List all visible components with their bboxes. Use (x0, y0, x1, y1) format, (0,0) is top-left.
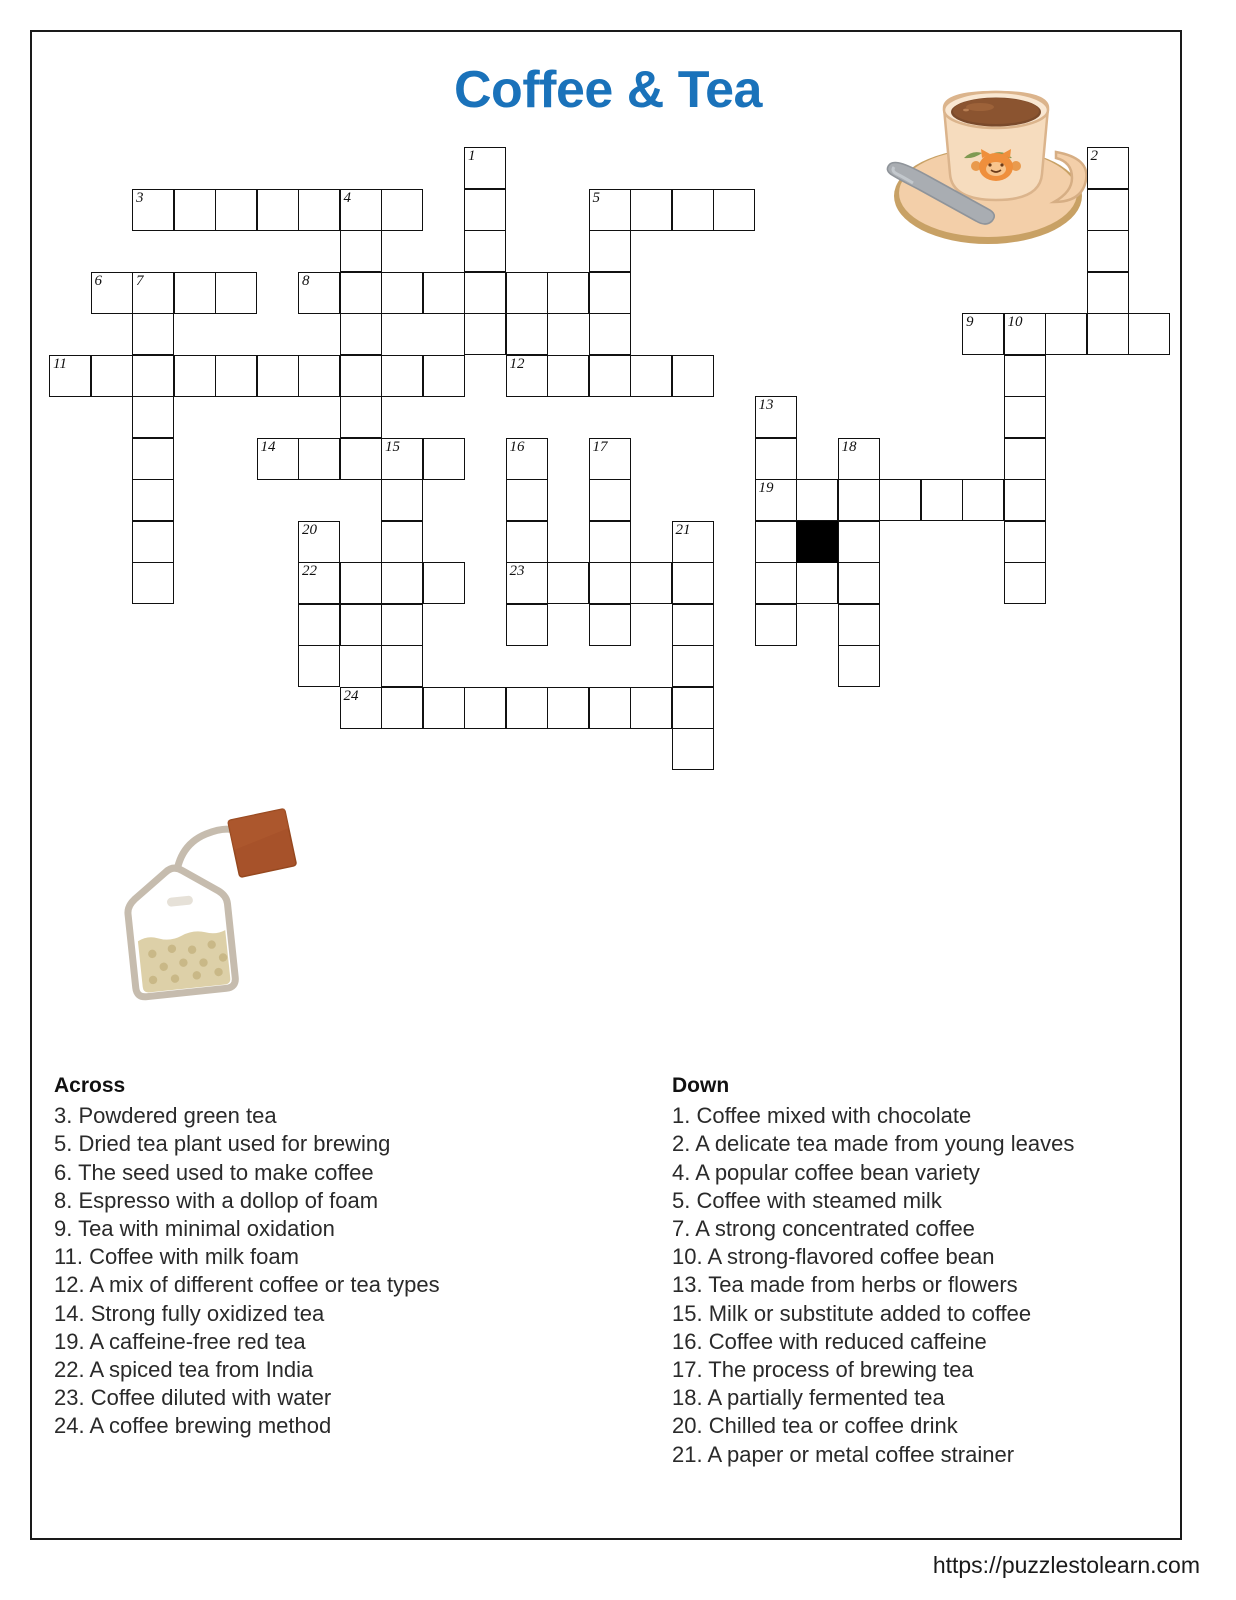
grid-cell[interactable] (381, 479, 423, 521)
down-clue-item: 17. The process of brewing tea (672, 1357, 974, 1383)
grid-cell-23[interactable] (506, 562, 548, 604)
grid-cell[interactable] (838, 521, 880, 563)
across-clue-item: 5. Dried tea plant used for brewing (54, 1131, 391, 1157)
grid-cell[interactable] (423, 687, 465, 729)
grid-cell-2[interactable] (1087, 147, 1129, 189)
down-clue-item: 5. Coffee with steamed milk (672, 1187, 942, 1213)
grid-cell[interactable] (174, 189, 216, 231)
cell-number-9: 9 (966, 314, 974, 330)
tea-bag-illustration (84, 784, 304, 1014)
across-clue-item: 8. Espresso with a dollop of foam (54, 1187, 379, 1213)
grid-cell-6[interactable] (91, 272, 133, 314)
cell-number-11: 11 (53, 355, 67, 372)
across-clue-item: 23. Coffee diluted with water (54, 1385, 332, 1411)
down-clue-item: 21. A paper or metal coffee strainer (672, 1441, 1015, 1467)
across-clue-item: 14. Strong fully oxidized tea (54, 1300, 325, 1326)
grid-cell[interactable] (755, 521, 797, 563)
grid-cell[interactable] (423, 562, 465, 604)
grid-cell[interactable] (340, 355, 382, 397)
grid-cell[interactable] (1087, 230, 1129, 272)
cell-number-4: 4 (343, 189, 351, 206)
grid-cell[interactable] (340, 272, 382, 314)
across-clue-item: 9. Tea with minimal oxidation (54, 1216, 335, 1242)
cell-number-21: 21 (675, 521, 691, 538)
grid-cell[interactable] (506, 604, 548, 646)
grid-cell-12[interactable] (506, 355, 548, 397)
cell-number-24: 24 (343, 687, 359, 704)
grid-cell[interactable] (381, 562, 423, 604)
down-heading: Down (672, 1074, 730, 1097)
grid-cell[interactable] (630, 562, 672, 604)
grid-cell[interactable] (174, 355, 216, 397)
grid-cell[interactable] (464, 687, 506, 729)
grid-cell-17[interactable] (589, 438, 631, 480)
grid-cell[interactable] (381, 189, 423, 231)
grid-cell[interactable] (381, 272, 423, 314)
grid-cell[interactable] (755, 604, 797, 646)
down-clue-item: 2. A delicate tea made from young leaves (672, 1131, 1075, 1157)
grid-cell[interactable] (298, 189, 340, 231)
down-clue-list (672, 1102, 1172, 1469)
grid-cell[interactable] (547, 687, 589, 729)
grid-cell[interactable] (506, 272, 548, 314)
cell-number-5: 5 (592, 189, 600, 206)
grid-cell[interactable] (1128, 313, 1170, 355)
grid-cell[interactable] (298, 355, 340, 397)
grid-cell[interactable] (589, 313, 631, 355)
grid-cell[interactable] (838, 562, 880, 604)
grid-cell[interactable] (464, 313, 506, 355)
grid-cell[interactable] (921, 479, 963, 521)
down-clue-item: 16. Coffee with reduced caffeine (672, 1328, 987, 1354)
grid-cell[interactable] (796, 562, 838, 604)
grid-cell[interactable] (879, 479, 921, 521)
cell-number-14: 14 (260, 438, 276, 455)
across-clue-item: 12. A mix of different coffee or tea types (54, 1272, 440, 1298)
crossword-grid[interactable] (49, 147, 1179, 787)
grid-cell[interactable] (1087, 272, 1129, 314)
grid-cell[interactable] (381, 521, 423, 563)
cell-number-16: 16 (509, 438, 525, 455)
grid-cell[interactable] (589, 604, 631, 646)
grid-cell[interactable] (1004, 521, 1046, 563)
grid-cell[interactable] (672, 687, 714, 729)
across-clues (54, 1072, 654, 1441)
grid-cell[interactable] (1004, 479, 1046, 521)
grid-cell[interactable] (132, 355, 174, 397)
grid-cell[interactable] (340, 604, 382, 646)
grid-cell[interactable] (381, 355, 423, 397)
grid-cell[interactable] (672, 645, 714, 687)
grid-cell[interactable] (630, 355, 672, 397)
grid-cell[interactable] (464, 230, 506, 272)
cell-number-19: 19 (758, 480, 774, 496)
across-clue-item: 24. A coffee brewing method (54, 1413, 332, 1439)
down-clue-item: 7. A strong concentrated coffee (672, 1216, 975, 1242)
grid-cell-11[interactable] (49, 355, 91, 397)
down-clue-item: 18. A partially fermented tea (672, 1385, 945, 1411)
across-clue-item: 11. Coffee with milk foam (54, 1244, 299, 1270)
grid-cell[interactable] (672, 189, 714, 231)
across-clue-item: 6. The seed used to make coffee (54, 1159, 374, 1185)
grid-cell[interactable] (672, 728, 714, 770)
grid-cell-15[interactable] (381, 438, 423, 480)
grid-cell[interactable] (755, 562, 797, 604)
grid-cell[interactable] (962, 479, 1004, 521)
grid-cell[interactable] (340, 230, 382, 272)
grid-cell[interactable] (630, 189, 672, 231)
grid-cell[interactable] (589, 230, 631, 272)
grid-cell[interactable] (1004, 562, 1046, 604)
across-clue-item: 22. A spiced tea from India (54, 1357, 314, 1383)
grid-cell[interactable] (423, 272, 465, 314)
grid-cell[interactable] (838, 479, 880, 521)
grid-cell[interactable] (132, 313, 174, 355)
grid-cell[interactable] (1087, 313, 1129, 355)
grid-cell[interactable] (257, 355, 299, 397)
grid-cell[interactable] (215, 355, 257, 397)
grid-cell[interactable] (381, 645, 423, 687)
grid-cell[interactable] (298, 645, 340, 687)
grid-cell[interactable] (132, 562, 174, 604)
grid-cell-13[interactable] (755, 396, 797, 438)
across-clue-list (54, 1102, 654, 1440)
grid-cell[interactable] (589, 687, 631, 729)
cell-number-3: 3 (136, 189, 144, 206)
grid-cell[interactable] (630, 687, 672, 729)
grid-cell-16[interactable] (506, 438, 548, 480)
down-clue-item: 15. Milk or substitute added to coffee (672, 1300, 1032, 1326)
grid-cell[interactable] (713, 189, 755, 231)
source-url: https://puzzlestolearn.com (932, 1552, 1200, 1578)
grid-cell[interactable] (1004, 438, 1046, 480)
cell-number-23: 23 (509, 563, 525, 579)
grid-cell[interactable] (174, 272, 216, 314)
across-heading: Across (54, 1074, 126, 1097)
grid-cell[interactable] (340, 438, 382, 480)
grid-cell[interactable] (91, 355, 133, 397)
grid-cell[interactable] (672, 355, 714, 397)
grid-cell-19[interactable] (755, 479, 797, 521)
grid-cell[interactable] (589, 562, 631, 604)
grid-cell[interactable] (381, 604, 423, 646)
grid-cell[interactable] (589, 521, 631, 563)
grid-cell-7[interactable] (132, 272, 174, 314)
grid-cell[interactable] (547, 272, 589, 314)
grid-cell[interactable] (464, 272, 506, 314)
grid-cell[interactable] (340, 313, 382, 355)
cell-number-10: 10 (1007, 314, 1023, 330)
grid-cell[interactable] (547, 355, 589, 397)
grid-cell[interactable] (215, 189, 257, 231)
grid-cell[interactable] (755, 438, 797, 480)
grid-cell[interactable] (215, 272, 257, 314)
down-clue-item: 20. Chilled tea or coffee drink (672, 1413, 958, 1439)
grid-cell[interactable] (506, 479, 548, 521)
grid-cell[interactable] (298, 604, 340, 646)
page-title: Coffee & Tea (454, 61, 762, 119)
grid-cell[interactable] (506, 521, 548, 563)
grid-cell-1[interactable] (464, 147, 506, 189)
across-clue-item: 3. Powdered green tea (54, 1103, 277, 1129)
cell-number-12: 12 (509, 355, 525, 372)
cell-number-18: 18 (841, 438, 857, 455)
grid-cell-9[interactable] (962, 313, 1004, 355)
cell-number-22: 22 (302, 563, 317, 579)
grid-cell[interactable] (257, 189, 299, 231)
grid-cell-4[interactable] (340, 189, 382, 231)
grid-cell[interactable] (340, 562, 382, 604)
cell-number-8: 8 (302, 272, 310, 289)
grid-cell-blocked (796, 521, 838, 563)
grid-cell-3[interactable] (132, 189, 174, 231)
grid-cell[interactable] (589, 272, 631, 314)
grid-cell[interactable] (589, 355, 631, 397)
grid-cell-21[interactable] (672, 521, 714, 563)
grid-cell-20[interactable] (298, 521, 340, 563)
grid-cell[interactable] (340, 396, 382, 438)
grid-cell[interactable] (132, 396, 174, 438)
grid-cell[interactable] (132, 479, 174, 521)
cell-number-6: 6 (94, 272, 102, 289)
grid-cell[interactable] (796, 479, 838, 521)
grid-cell[interactable] (1004, 396, 1046, 438)
grid-cell[interactable] (672, 604, 714, 646)
grid-cell[interactable] (506, 687, 548, 729)
down-clue-item: 4. A popular coffee bean variety (672, 1159, 980, 1185)
down-clue-item: 10. A strong-flavored coffee bean (672, 1244, 995, 1270)
grid-cell-24[interactable] (340, 687, 382, 729)
grid-cell[interactable] (1087, 189, 1129, 231)
cell-number-2: 2 (1090, 148, 1098, 164)
cell-number-7: 7 (136, 272, 144, 289)
grid-cell[interactable] (838, 604, 880, 646)
grid-cell[interactable] (132, 521, 174, 563)
down-clue-item: 1. Coffee mixed with chocolate (672, 1103, 972, 1129)
cell-number-1: 1 (468, 148, 476, 164)
grid-cell-18[interactable] (838, 438, 880, 480)
grid-cell[interactable] (1045, 313, 1087, 355)
grid-cell[interactable] (506, 313, 548, 355)
grid-cell[interactable] (464, 189, 506, 231)
cell-number-20: 20 (302, 521, 317, 538)
grid-cell[interactable] (381, 687, 423, 729)
grid-cell-5[interactable] (589, 189, 631, 231)
worksheet-page (30, 30, 1182, 1540)
grid-cell-14[interactable] (257, 438, 299, 480)
grid-cell-22[interactable] (298, 562, 340, 604)
across-clue-item: 19. A caffeine-free red tea (54, 1328, 306, 1354)
grid-cell[interactable] (547, 562, 589, 604)
grid-cell[interactable] (589, 479, 631, 521)
down-clues (672, 1072, 1172, 1469)
cell-number-13: 13 (758, 397, 774, 413)
grid-cell-8[interactable] (298, 272, 340, 314)
grid-cell[interactable] (132, 438, 174, 480)
grid-cell[interactable] (298, 438, 340, 480)
grid-cell[interactable] (423, 438, 465, 480)
grid-cell[interactable] (1004, 355, 1046, 397)
grid-cell-10[interactable] (1004, 313, 1046, 355)
grid-cell[interactable] (672, 562, 714, 604)
grid-cell[interactable] (423, 355, 465, 397)
cell-number-17: 17 (592, 438, 608, 455)
cell-number-15: 15 (385, 438, 400, 455)
down-clue-item: 13. Tea made from herbs or flowers (672, 1272, 1018, 1298)
grid-cell[interactable] (838, 645, 880, 687)
